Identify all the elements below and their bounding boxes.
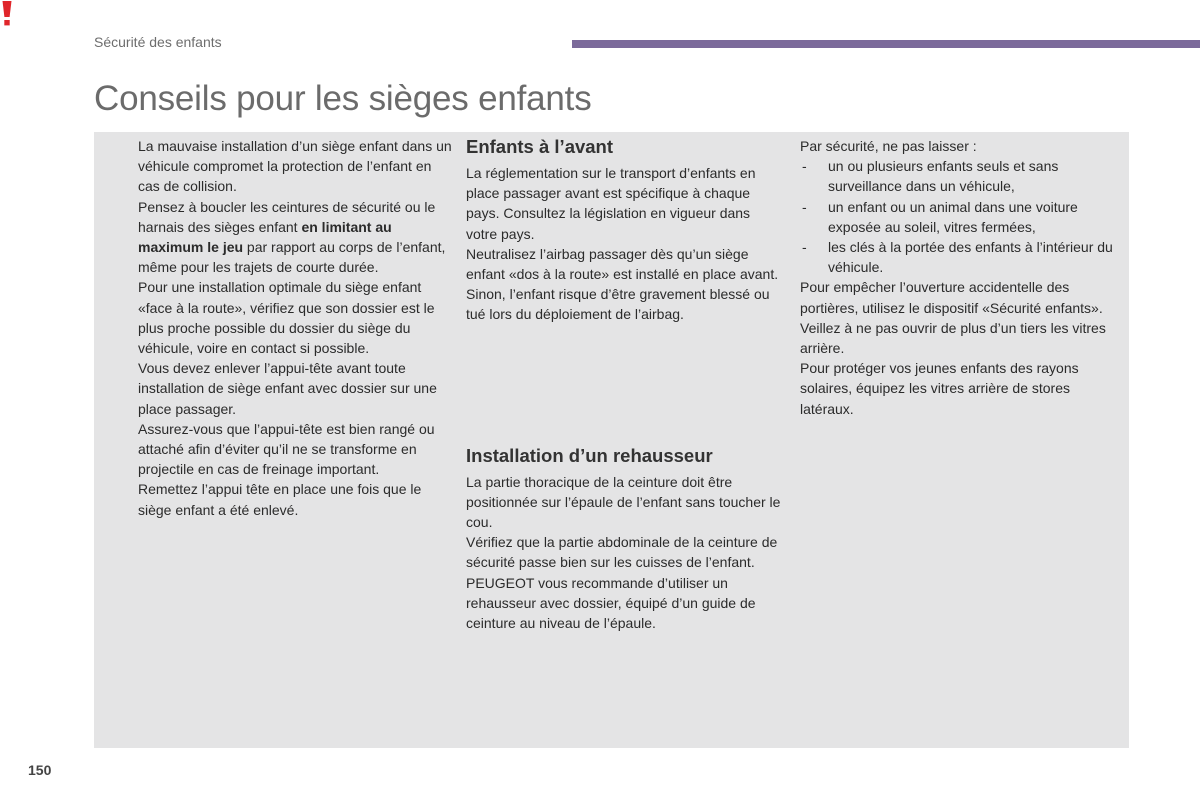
safety-paragraph-doors: Pour empêcher l’ouverture accidentelle des portières, utilisez le dispositif «Sécurité enfants».: [800, 279, 1103, 316]
front-paragraph-1: La réglementation sur le transport d’enfants en place passager avant est spécifique à chaque pays. Consultez la législation en vigueur dans votre pays.: [466, 165, 756, 242]
warning-exclamation-icon: [0, 0, 1200, 31]
safety-intro: Par sécurité, ne pas laisser :: [800, 138, 977, 154]
safety-list-item: - les clés à la portée des enfants à l’intérieur du véhicule.: [800, 237, 1120, 277]
booster-paragraph-3: PEUGEOT vous recommande d’utiliser un rehausseur avec dossier, équipé d’un guide de ceinture au niveau de l’épaule.: [466, 574, 756, 632]
warning-paragraph-1: La mauvaise installation d’un siège enfant dans un véhicule compromet la protection de l’enfant en cas de collision.: [138, 138, 452, 195]
spacer: [466, 325, 784, 445]
column-warnings: [138, 136, 456, 520]
page-number: 150: [28, 762, 52, 778]
safety-list: [800, 156, 1120, 277]
safety-paragraph-sun: Pour protéger vos jeunes enfants des rayons solaires, équipez les vitres arrière de stores latéraux.: [800, 360, 1079, 417]
heading-booster-installation: Installation d’un rehausseur: [466, 444, 713, 466]
page-title: Conseils pour les sièges enfants: [94, 79, 592, 118]
safety-list-item: - un enfant ou un animal dans une voiture exposée au soleil, vitres fermées,: [800, 197, 1120, 237]
section-label: Sécurité des enfants: [94, 34, 222, 50]
warning-paragraph-5: Assurez-vous que l’appui-tête est bien rangé ou attaché afin d’éviter qu’il ne se transforme en projectile en cas de freinage important.: [138, 420, 435, 478]
safety-list-item: - un ou plusieurs enfants seuls et sans surveillance dans un véhicule,: [800, 156, 1120, 196]
booster-paragraph-2: Vérifiez que la partie abdominale de la ceinture de sécurité passe bien sur les cuisses de l’enfant.: [466, 534, 778, 571]
warning-paragraph-3: Pour une installation optimale du siège enfant «face à la route», vérifiez que son dossier est le plus proche possible du dossier du siège du véhicule, voire en contact si possible.: [138, 279, 435, 357]
section-bar: [572, 40, 1200, 48]
warning-paragraph-4: Vous devez enlever l’appui-tête avant toute installation de siège enfant avec dossier sur une place passager.: [138, 360, 437, 417]
warning-paragraph-2: Pensez à boucler les ceintures de sécurité ou le harnais des sièges enfant en limitant au maximum le jeu par rapport au corps de l’enfant, même pour les trajets de courte durée.: [138, 198, 446, 276]
warning-emphasis: en limitant au maximum le jeu: [138, 218, 392, 256]
column-safety-tips: [800, 136, 1120, 419]
warning-paragraph-6: Remettez l’appui tête en place une fois que le siège enfant a été enlevé.: [138, 481, 422, 518]
column-front-and-booster: [466, 136, 784, 633]
heading-front-children: Enfants à l’avant: [466, 136, 614, 157]
booster-paragraph-1: La partie thoracique de la ceinture doit être positionnée sur l’épaule de l’enfant sans toucher le cou.: [466, 473, 781, 531]
warning-exclamation-icon-svg: [0, 0, 14, 26]
safety-paragraph-windows: Veillez à ne pas ouvrir de plus d’un tiers les vitres arrière.: [800, 319, 1106, 357]
front-paragraph-2: Neutralisez l’airbag passager dès qu’un siège enfant «dos à la route» est installé en place avant. Sinon, l’enfant risque d’être gravement blessé ou tué lors du déploiement de l’airbag.: [466, 245, 779, 323]
